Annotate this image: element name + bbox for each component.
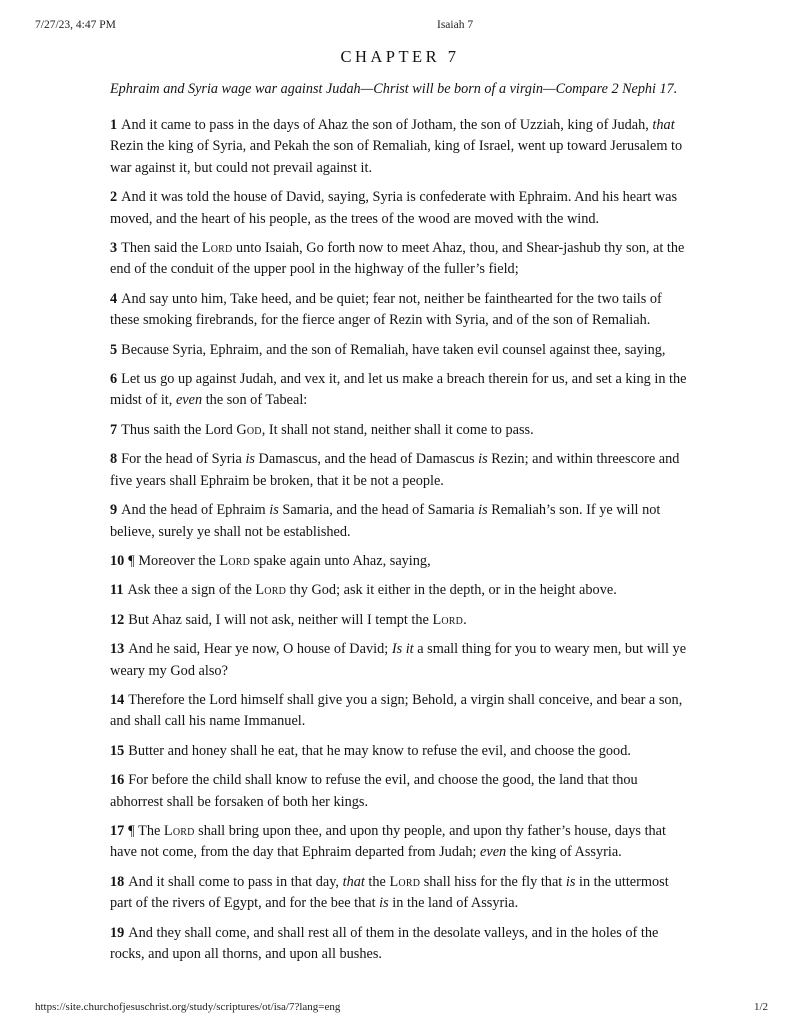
verse-text-segment: is [478,502,488,519]
verse-text-segment: For the head of Syria [121,451,246,468]
verse-text-segment: Let us go up against Judah, and vex it, and let us make a breach therein for us, and set a king in the midst of it, [110,371,687,409]
verse-text-segment: And it shall come to pass in that day, [128,873,343,890]
print-footer [0,1001,800,1015]
chapter-summary: Ephraim and Syria wage war against Judah—Christ will be born of a virgin—Compare 2 Nephi 17. [110,81,678,97]
verse-number: 9 [110,502,118,519]
print-datetime: 7/27/23, 4:47 PM [35,19,116,31]
verse-number: 11 [110,582,124,599]
verse-text-segment: is [269,502,279,519]
verse-text-segment: And the head of Ephraim [121,502,270,519]
verse [110,500,690,543]
verse-text-segment: Is it [391,641,414,658]
verse-number: 3 [110,240,118,257]
verse-text-segment: Samaria, and the head of Samaria [278,502,479,519]
verse-number: 10 [110,552,125,569]
verses [110,115,690,965]
verse-text-segment: that [652,117,675,133]
verse [110,690,690,733]
verse-number: 5 [110,341,118,358]
verse-text-segment: Lord [201,240,233,257]
page-number: 1/2 [753,1001,768,1013]
verse [110,770,690,813]
verse-text-segment: Thus saith the Lord [121,421,237,438]
verse [110,420,690,441]
verse-text-segment: Lord [163,822,195,839]
verse-text-segment: in the land of Assyria. [388,895,519,912]
print-document-title: Isaiah 7 [437,19,474,31]
verse-text-segment: unto Isaiah, Go forth now to meet Ahaz, thou, and Shear-jashub thy son, at the end of the conduit of the upper pool in the highway of the fuller’s field; [110,240,685,278]
verse-text-segment: But Ahaz said, I will not ask, neither will I tempt the [128,611,433,628]
source-url: https://site.churchofjesuschrist.org/study/scriptures/ot/isa/7?lang=eng [35,1001,341,1013]
scripture-content [110,46,690,973]
verse-text-segment: God [236,421,262,438]
verse-text-segment: , It shall not stand, neither shall it come to pass. [261,421,534,438]
verse-text-segment: And he said, Hear ye now, O house of David; [128,641,392,658]
verse-number: 1 [110,117,118,133]
verse-text-segment: shall bring upon thee, and upon thy people, and upon thy father’s house, days that have not come, from the day that Ephraim departed from Judah; [110,822,667,861]
verse [110,551,690,572]
verse-text-segment: the [364,873,390,890]
verse-text-segment: . [463,611,467,628]
verse [110,187,690,230]
verse-text-segment: Lord [432,611,464,628]
verse-number: 19 [110,924,125,941]
verse-text-segment: Remaliah’s son. If ye will not believe, surely ye shall not be established. [110,502,661,540]
verse-text-segment: And they shall come, and shall rest all of them in the desolate valleys, and in the holes of the rocks, and upon all thorns, and upon all bushes. [110,924,659,962]
verse-number: 17 [110,822,125,839]
verse-text-segment: is [478,451,488,468]
verse-text-segment: Ask thee a sign of the [127,582,256,599]
verse-text-segment: even [175,392,203,409]
verse-text-segment: ¶ Moreover the [128,552,220,569]
verse-number: 18 [110,873,125,890]
verse-text-segment: Lord [255,582,287,599]
verse-text-segment: Then said the [121,240,202,257]
verse [110,449,690,492]
verse-text-segment: spake again unto Ahaz, saying, [250,552,431,569]
verse-number: 14 [110,691,125,708]
verse-text-segment: in the uttermost part of the rivers of Egypt, and for the bee that [110,873,669,912]
verse-text-segment: is [245,451,255,468]
verse [110,115,690,179]
verse-number: 15 [110,742,125,759]
verse-number: 7 [110,421,118,438]
verse-text-segment: a small thing for you to weary men, but will ye weary my God also? [110,641,687,679]
verse-text-segment: Lord [219,552,250,569]
verse [110,923,690,966]
verse-text-segment: Lord [389,873,421,890]
verse-text-segment: shall hiss for the fly that [420,873,566,890]
verse [110,369,690,412]
verse-text-segment: And it was told the house of David, saying, Syria is confederate with Ephraim. And his heart was moved, and the heart of his people, as the trees of the wood are moved with the wind. [110,189,678,227]
verse [110,610,690,631]
verse-text-segment: the son of Tabeal: [202,392,308,409]
verse-number: 8 [110,451,118,468]
verse [110,741,690,762]
verse-text-segment: ¶ The [128,822,164,839]
verse [110,580,690,601]
verse-text-segment: And say unto him, Take heed, and be quiet; fear not, neither be fainthearted for the two tails of these smoking firebrands, for the fierce anger of Rezin with Syria, and of the son of Remaliah. [110,290,662,329]
verse [110,639,690,682]
verse-text-segment: Rezin; and within threescore and five years shall Ephraim be broken, that it be not a people. [110,451,680,489]
verse-text-segment: Butter and honey shall he eat, that he may know to refuse the evil, and choose the good. [128,742,631,759]
verse-text-segment: is [379,895,389,912]
verse-text-segment: Therefore the Lord himself shall give you a sign; Behold, a virgin shall conceive, and bear a son, and shall call his name Immanuel. [110,691,683,730]
verse-text-segment: Because Syria, Ephraim, and the son of Remaliah, have taken evil counsel against thee, saying, [121,341,666,358]
verse [110,340,690,361]
verse-number: 12 [110,611,125,628]
verse-text-segment: And it came to pass in the days of Ahaz the son of Jotham, the son of Uzziah, king of Judah, [121,117,653,133]
verse [110,821,690,864]
verse-number: 16 [110,772,125,789]
verse-number: 2 [110,189,118,206]
verse-number: 13 [110,641,125,658]
verse [110,289,690,332]
verse-text-segment: the king of Assyria. [506,844,622,861]
chapter-heading: CHAPTER 7 [340,47,460,66]
verse [110,872,690,915]
verse-text-segment: Rezin the king of Syria, and Pekah the son of Remaliah, king of Israel, went up toward Jerusalem to war against it, but could not prevail against it. [110,138,683,176]
verse-text-segment: is [565,873,576,890]
verse [110,238,690,281]
verse-text-segment: that [342,873,365,890]
print-header [0,19,800,33]
verse-number: 6 [110,371,118,388]
verse-text-segment: even [480,844,507,861]
verse-text-segment: Damascus, and the head of Damascus [254,451,479,468]
verse-text-segment: thy God; ask it either in the depth, or in the height above. [286,582,617,599]
verse-number: 4 [110,290,118,307]
verse-text-segment: For before the child shall know to refuse the evil, and choose the good, the land that thou abhorrest shall be forsaken of both her kings. [110,772,638,810]
